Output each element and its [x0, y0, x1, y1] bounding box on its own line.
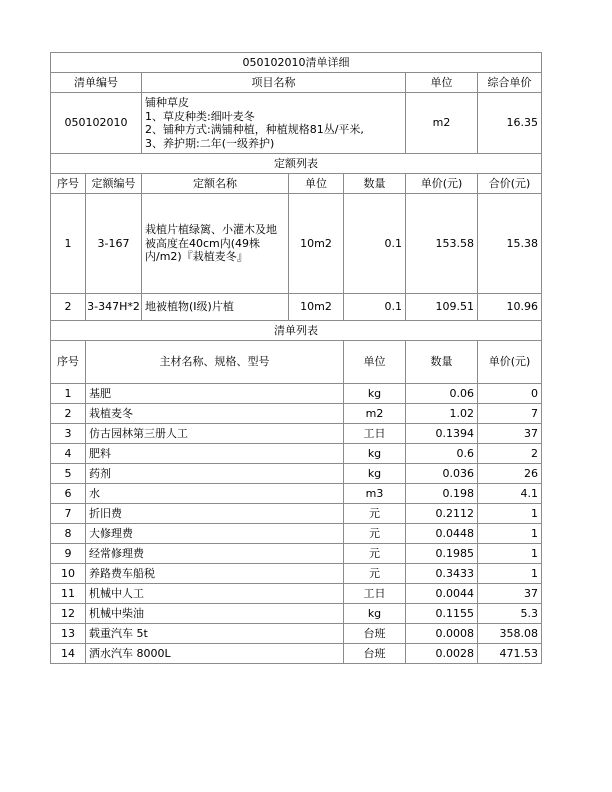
material-qty: 0.198: [406, 484, 478, 504]
material-no: 2: [51, 404, 86, 424]
unit-header: 单位: [406, 73, 478, 93]
quota-no: 1: [51, 194, 86, 294]
item-code: 050102010: [51, 93, 142, 154]
quota-code: 3-347H*2: [86, 294, 142, 321]
material-price: 358.08: [478, 624, 542, 644]
material-unit: 工日: [344, 424, 406, 444]
material-price: 7: [478, 404, 542, 424]
material-unit: 元: [344, 504, 406, 524]
material-qty: 0.3433: [406, 564, 478, 584]
material-qty: 0.0028: [406, 644, 478, 664]
quota-qty: 0.1: [344, 194, 406, 294]
material-price: 37: [478, 584, 542, 604]
material-no: 5: [51, 464, 86, 484]
material-qty: 0.0008: [406, 624, 478, 644]
quota-name: 栽植片植绿篱、小灌木及地被高度在40cm内(49株内/m2)『栽植麦冬』: [142, 194, 289, 294]
material-col-price: 单价(元): [478, 341, 542, 384]
material-qty: 0.0448: [406, 524, 478, 544]
material-qty: 0.1394: [406, 424, 478, 444]
material-unit: kg: [344, 444, 406, 464]
material-price: 5.3: [478, 604, 542, 624]
material-price: 1: [478, 544, 542, 564]
material-qty: 0.2112: [406, 504, 478, 524]
material-name: 载重汽车 5t: [86, 624, 344, 644]
material-unit: 元: [344, 564, 406, 584]
material-row: [51, 624, 542, 644]
material-row: [51, 484, 542, 504]
material-qty: 0.036: [406, 464, 478, 484]
material-name: 仿古园林第三册人工: [86, 424, 344, 444]
material-no: 7: [51, 504, 86, 524]
material-no: 9: [51, 544, 86, 564]
item-unit: m2: [406, 93, 478, 154]
material-unit: 元: [344, 524, 406, 544]
material-price: 1: [478, 564, 542, 584]
material-unit: kg: [344, 604, 406, 624]
material-qty: 0.0044: [406, 584, 478, 604]
quota-qty: 0.1: [344, 294, 406, 321]
material-row: [51, 384, 542, 404]
material-unit: m2: [344, 404, 406, 424]
material-unit: kg: [344, 464, 406, 484]
item-row: [51, 93, 542, 154]
material-name: 水: [86, 484, 344, 504]
name-header: 项目名称: [142, 73, 406, 93]
material-no: 6: [51, 484, 86, 504]
item-header-row: [51, 73, 542, 93]
material-col-name: 主材名称、规格、型号: [86, 341, 344, 384]
material-name: 养路费车船税: [86, 564, 344, 584]
quota-row: [51, 294, 542, 321]
material-name: 大修理费: [86, 524, 344, 544]
material-qty: 0.6: [406, 444, 478, 464]
material-no: 4: [51, 444, 86, 464]
page-title: 050102010清单详细: [51, 53, 542, 73]
material-name: 肥料: [86, 444, 344, 464]
quota-no: 2: [51, 294, 86, 321]
material-price: 1: [478, 524, 542, 544]
material-unit: 台班: [344, 624, 406, 644]
material-qty: 0.1155: [406, 604, 478, 624]
quota-price: 153.58: [406, 194, 478, 294]
material-qty: 0.06: [406, 384, 478, 404]
material-section-title: 清单列表: [51, 321, 542, 341]
quota-code: 3-167: [86, 194, 142, 294]
material-price: 2: [478, 444, 542, 464]
material-qty: 1.02: [406, 404, 478, 424]
material-price: 37: [478, 424, 542, 444]
quota-total: 10.96: [478, 294, 542, 321]
material-row: [51, 644, 542, 664]
item-name-line: 3、养护期:二年(一级养护): [145, 136, 275, 150]
bill-detail-table: [50, 52, 542, 664]
material-row: [51, 524, 542, 544]
material-no: 12: [51, 604, 86, 624]
quota-name: 地被植物(I级)片植: [142, 294, 289, 321]
material-unit: kg: [344, 384, 406, 404]
material-no: 1: [51, 384, 86, 404]
material-header-row: [51, 341, 542, 384]
material-price: 0: [478, 384, 542, 404]
material-col-unit: 单位: [344, 341, 406, 384]
material-no: 14: [51, 644, 86, 664]
material-name: 机械中人工: [86, 584, 344, 604]
material-row: [51, 404, 542, 424]
material-row: [51, 604, 542, 624]
material-col-qty: 数量: [406, 341, 478, 384]
quota-total: 15.38: [478, 194, 542, 294]
material-row: [51, 544, 542, 564]
material-unit: m3: [344, 484, 406, 504]
material-unit: 工日: [344, 584, 406, 604]
code-header: 清单编号: [51, 73, 142, 93]
material-row: [51, 444, 542, 464]
material-price: 4.1: [478, 484, 542, 504]
quota-col-name: 定额名称: [142, 174, 289, 194]
item-name-line: 2、铺种方式:满铺种植，种植规格81丛/平米,: [145, 123, 364, 136]
quota-row: [51, 194, 542, 294]
quota-section-title: 定额列表: [51, 154, 542, 174]
material-no: 10: [51, 564, 86, 584]
quota-col-unit: 单位: [289, 174, 344, 194]
item-price: 16.35: [478, 93, 542, 154]
material-unit: 元: [344, 544, 406, 564]
material-name: 基肥: [86, 384, 344, 404]
material-col-no: 序号: [51, 341, 86, 384]
quota-unit: 10m2: [289, 294, 344, 321]
material-row: [51, 584, 542, 604]
material-row: [51, 464, 542, 484]
material-name: 机械中柴油: [86, 604, 344, 624]
material-name: 折旧费: [86, 504, 344, 524]
material-price: 471.53: [478, 644, 542, 664]
material-price: 26: [478, 464, 542, 484]
quota-header-row: [51, 174, 542, 194]
quota-col-code: 定额编号: [86, 174, 142, 194]
price-header: 综合单价: [478, 73, 542, 93]
material-name: 栽植麦冬: [86, 404, 344, 424]
material-no: 3: [51, 424, 86, 444]
material-row: [51, 424, 542, 444]
material-name: 洒水汽车 8000L: [86, 644, 344, 664]
item-name-line: 铺种草皮: [145, 96, 189, 109]
material-qty: 0.1985: [406, 544, 478, 564]
item-name-line: 1、草皮种类:细叶麦冬: [145, 109, 255, 123]
material-no: 8: [51, 524, 86, 544]
material-unit: 台班: [344, 644, 406, 664]
material-row: [51, 504, 542, 524]
material-row: [51, 564, 542, 584]
material-no: 11: [51, 584, 86, 604]
quota-col-price: 单价(元): [406, 174, 478, 194]
item-name: [142, 93, 406, 154]
material-name: 经常修理费: [86, 544, 344, 564]
quota-price: 109.51: [406, 294, 478, 321]
quota-col-total: 合价(元): [478, 174, 542, 194]
quota-unit: 10m2: [289, 194, 344, 294]
quota-col-qty: 数量: [344, 174, 406, 194]
material-no: 13: [51, 624, 86, 644]
material-price: 1: [478, 504, 542, 524]
quota-col-no: 序号: [51, 174, 86, 194]
material-name: 药剂: [86, 464, 344, 484]
